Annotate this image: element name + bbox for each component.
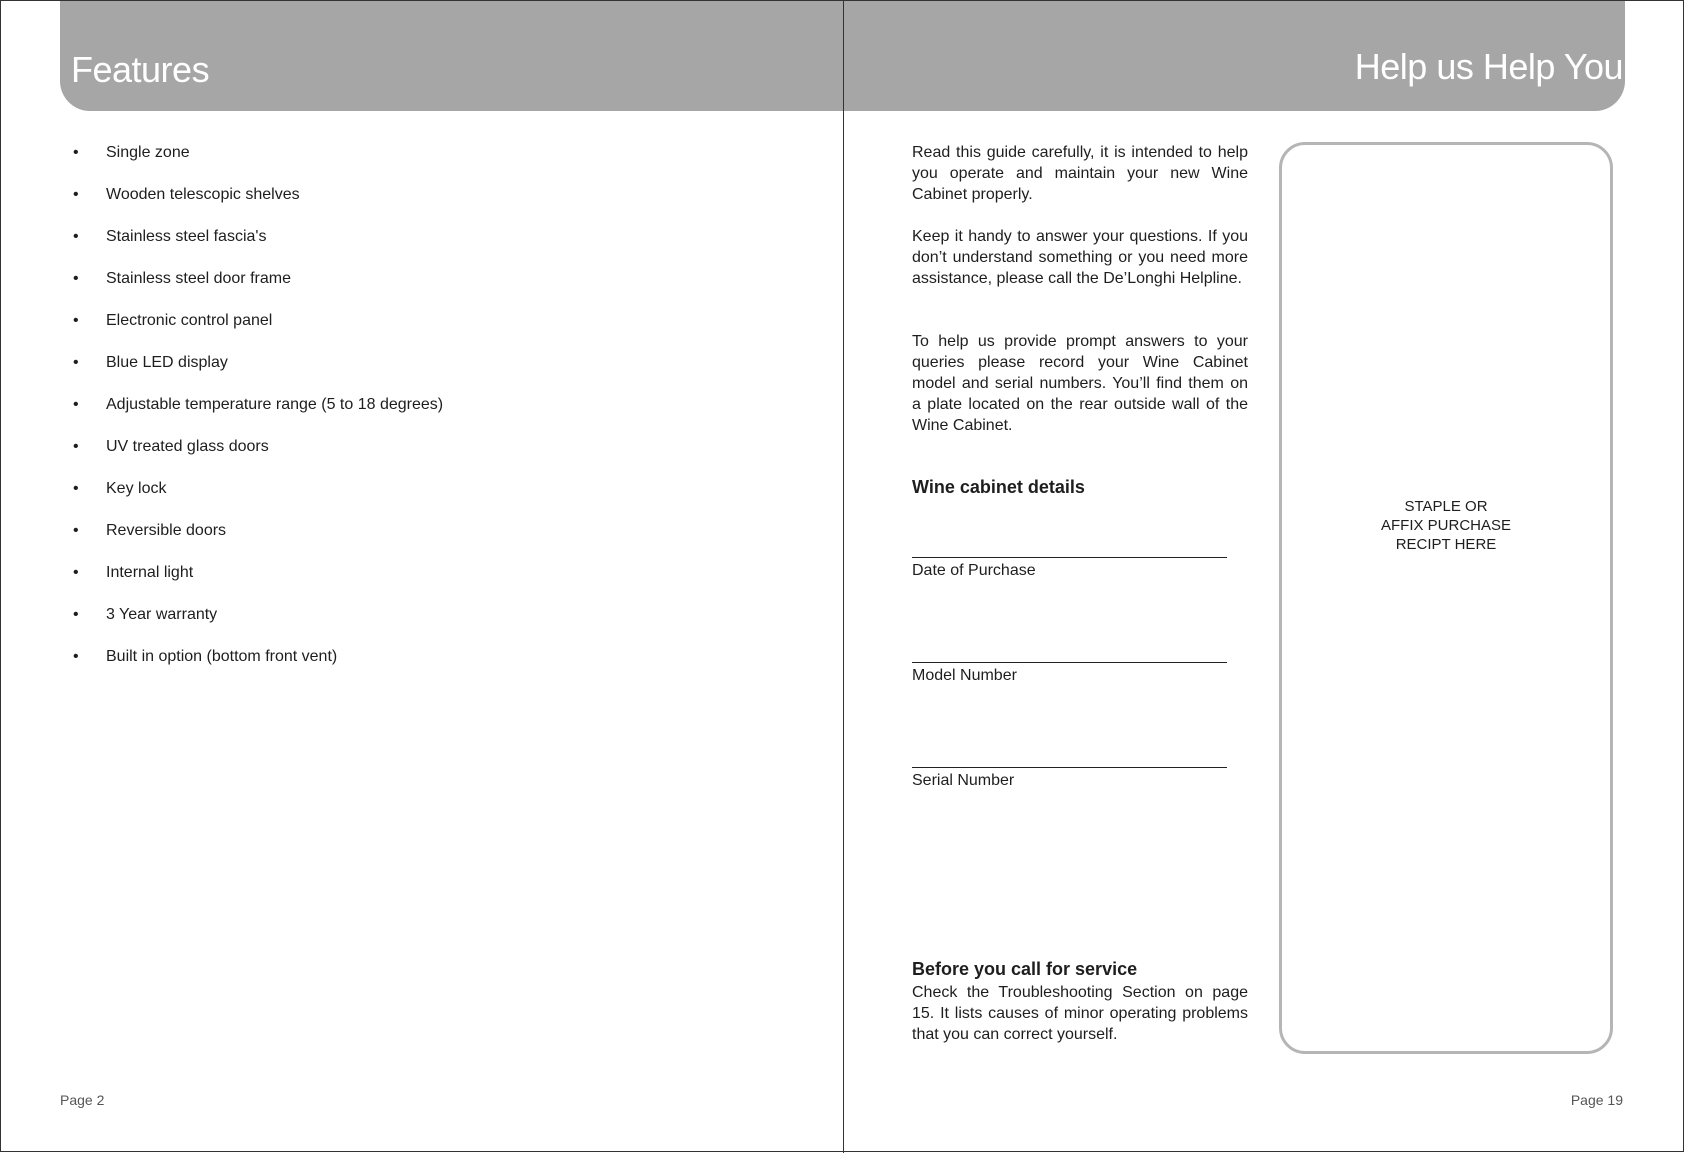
feature-text: Stainless steel door frame [106, 270, 291, 287]
feature-text: UV treated glass doors [106, 438, 269, 455]
bullet-icon: • [73, 648, 79, 665]
bullet-icon: • [73, 396, 79, 413]
page-divider [843, 1, 844, 1153]
paragraph-text: Keep it handy to answer your questions. If you don’t understand something or you need more assistance, please call the De’Longhi Helpline. [912, 228, 1248, 287]
receipt-instructions [1282, 497, 1610, 554]
paragraph-text: Read this guide carefully, it is intended to help you operate and maintain your new Wine Cabinet properly. [912, 144, 1248, 203]
bullet-icon: • [73, 522, 79, 539]
feature-item [71, 351, 771, 393]
bullet-icon: • [73, 438, 79, 455]
feature-text: Stainless steel fascia's [106, 228, 267, 245]
feature-text: 3 Year warranty [106, 606, 218, 623]
bullet-icon: • [73, 606, 79, 623]
features-list [71, 141, 771, 687]
page-number-left: Page 2 [60, 1092, 105, 1108]
bullet-icon: • [73, 228, 79, 245]
feature-item [71, 603, 771, 645]
feature-item [71, 141, 771, 183]
feature-text: Electronic control panel [106, 312, 273, 329]
bullet-icon: • [73, 480, 79, 497]
helpline-paragraph [912, 226, 1248, 289]
features-title: Features [71, 49, 210, 90]
receipt-box [1279, 142, 1613, 1054]
service-paragraph [912, 982, 1248, 1045]
help-title: Help us Help You [1354, 46, 1623, 87]
paragraph-text: Check the Troubleshooting Section on page 15. It lists causes of minor operating problems that you can correct yourself. [912, 984, 1248, 1043]
model-number-line[interactable] [912, 662, 1227, 663]
feature-text: Single zone [106, 144, 190, 161]
bullet-icon: • [73, 354, 79, 371]
bullet-icon: • [73, 270, 79, 287]
bullet-icon: • [73, 144, 79, 161]
feature-item [71, 267, 771, 309]
page-number-right: Page 19 [1570, 1092, 1623, 1108]
feature-text: Reversible doors [106, 522, 227, 539]
bullet-icon: • [73, 564, 79, 581]
feature-item [71, 393, 771, 435]
serial-number-line[interactable] [912, 767, 1227, 768]
model-number-label: Model Number [912, 667, 1017, 684]
record-paragraph [912, 331, 1248, 436]
feature-text: Wooden telescopic shelves [106, 186, 300, 203]
details-heading: Wine cabinet details [912, 477, 1085, 497]
feature-item [71, 225, 771, 267]
intro-paragraph [912, 142, 1248, 205]
feature-item [71, 561, 771, 603]
feature-item [71, 435, 771, 477]
receipt-line: STAPLE OR [1404, 498, 1488, 515]
bullet-icon: • [73, 312, 79, 329]
feature-item [71, 645, 771, 687]
feature-text: Built in option (bottom front vent) [106, 648, 338, 665]
date-of-purchase-line[interactable] [912, 557, 1227, 558]
feature-text: Internal light [106, 564, 194, 581]
receipt-line: RECIPT HERE [1395, 536, 1497, 553]
feature-item [71, 519, 771, 561]
feature-item [71, 183, 771, 225]
receipt-line: AFFIX PURCHASE [1380, 517, 1512, 534]
serial-number-label: Serial Number [912, 772, 1015, 789]
feature-text: Adjustable temperature range (5 to 18 degrees) [106, 396, 444, 413]
feature-item [71, 477, 771, 519]
date-of-purchase-label: Date of Purchase [912, 562, 1036, 579]
feature-text: Key lock [106, 480, 167, 497]
paragraph-text: To help us provide prompt answers to your queries please record your Wine Cabinet model and serial numbers. You’ll find them on a plate located on the rear outside wall of the Wine Cabinet. [912, 333, 1248, 434]
service-heading: Before you call for service [912, 959, 1138, 979]
feature-text: Blue LED display [106, 354, 228, 371]
bullet-icon: • [73, 186, 79, 203]
feature-item [71, 309, 771, 351]
